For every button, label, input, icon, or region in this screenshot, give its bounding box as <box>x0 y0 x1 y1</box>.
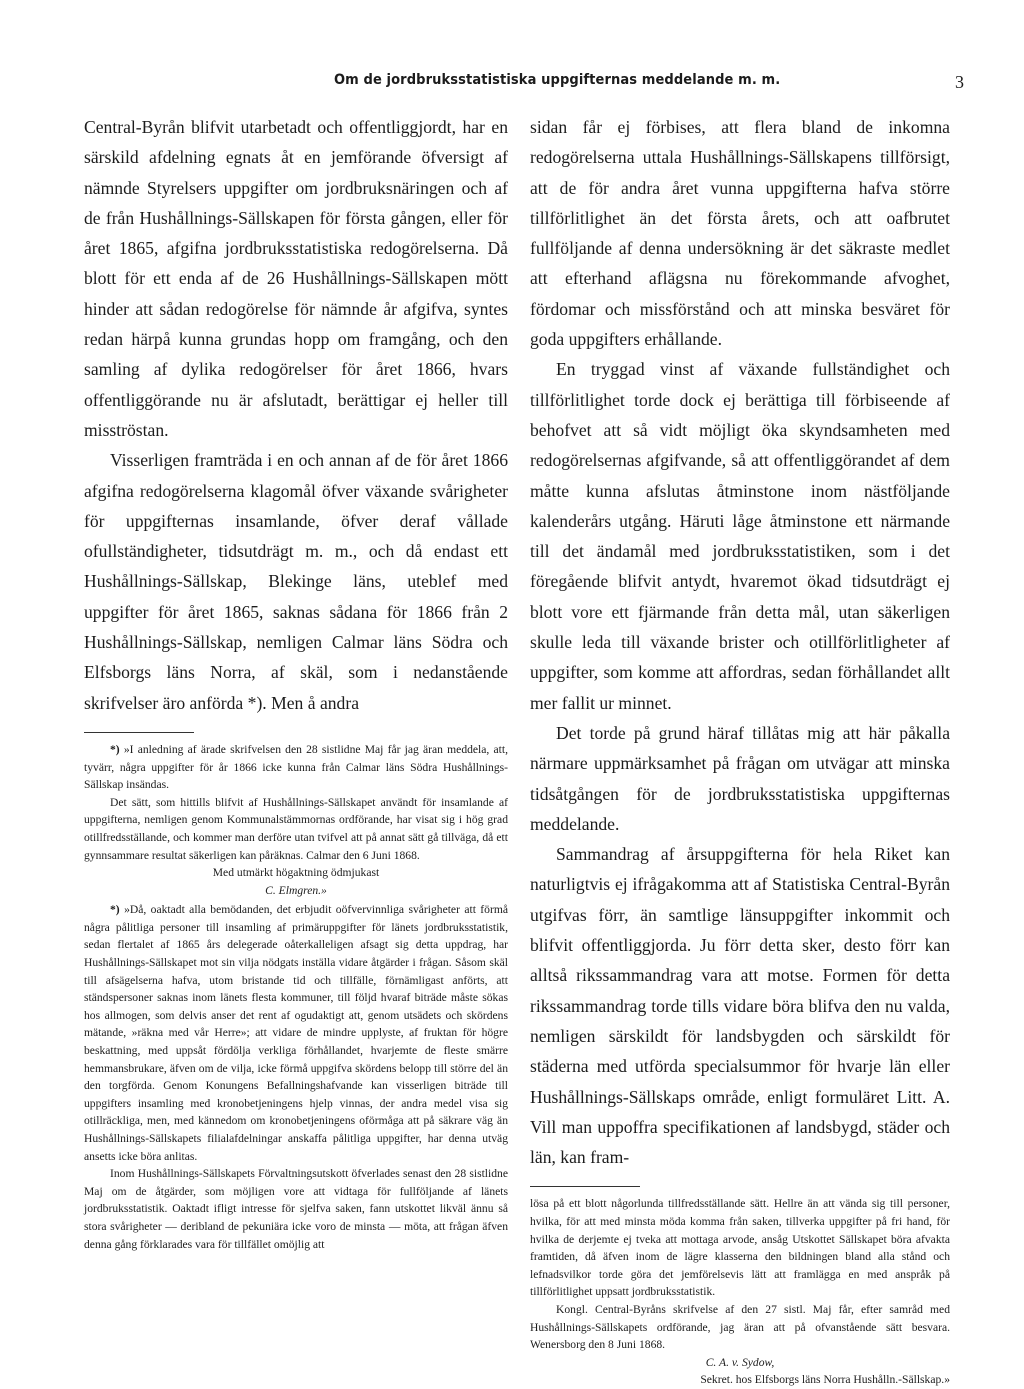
footnote-signature: C. A. v. Sydow, <box>705 1355 775 1369</box>
left-column <box>84 112 508 1253</box>
footnote-text: lösa på ett blott någorlunda tillfredsställande sätt. Hellre än att vända sig till personer, hvilka, för att med minsta möda komma från saken, tillverka uppgifter på fri hand, för hvilka de derjemte ej tveka att mottaga arvode, ansåg Utskottet Sällskapet böra afvakta framtiden, då äfven inom de lägre klasserna den bildningen bland alla stånd och lefnadsvilkor torde göra det jemförelsevis lätt att framlägga en med anspråk på tillförlitlighet uppsatt jordbruksstatistik. <box>530 1197 950 1299</box>
footnote-text: Det sätt, som hittills blifvit af Hushållnings-Sällskapet användt för insamlande af uppgifterna, nemligen genom Kommunalstämmornas ordförande, har visat sig i hög grad otillfredsställande, och kommer man derföre utan tvifvel att på annat sätt gå tillväga, då ett gynnsammare resultat säkerligen kan påräknas. Calmar den 6 Juni 1868. <box>84 795 508 862</box>
page-number: 3 <box>955 72 964 92</box>
body-paragraph: Visserligen framträda i en och annan af de för året 1866 afgifna redogörelserna klagomål öfver växande svårigheter för uppgifternas insamlande, öfver deraf vållade ofullständigheter, tidsutdrägt m. m., och då endast ett Hushållnings-Sällskap, Blekinge läns, uteblef med uppgifter för året 1865, saknas sådana för 1866 från 2 Hushållnings-Sällskap, nemligen Calmar läns Södra och Elfsborgs läns Norra, af skäl, som i nedanstående skrifvelser äro anförda *). Men å andra <box>84 450 508 713</box>
footnote-text: »I anledning af ärade skrifvelsen den 28 sistlidne Maj får jag äran meddela, att, tyvärr, några uppgifter för år 1866 icke kunna från Calmar läns Södra Hushållnings-Sällskap insändas. <box>84 742 508 792</box>
body-paragraph: sidan får ej förbises, att flera bland de inkomna redogörelserna uttala Hushållnings-Sällskapens tillförsigt, att de för andra året vunna uppgifterna hafva större tillförlitlighet än det första årets, och att oafbrutet fullföljande af denna undersökning är det säkraste medlet att efterhand aflägsna nu förekommande afvoghet, fördomar och missförstånd och att minska besväret för goda uppgifters erhållande. <box>530 117 950 350</box>
body-paragraph: Sammandrag af årsuppgifterna för hela Riket kan naturligtvis ej ifrågakomma att af Statistiska Central-Byrån utgifvas förr, än samtlige länsuppgifter inkommit och blifvit offentliggjorda. Ju förr detta sker, desto förr kan alltså rikssammandrag vara att motse. Formen för detta rikssammandrag torde tills vidare böra blifva den nu valda, nemligen särskildt för landsbygden och särskildt för städerna med utförda specialsummor för hvarje län eller Hushållnings-Sällskaps område, enligt formuläret Litt. A. Vill man uppoffra specifikationen af landsbygd, städer och län, kan fram- <box>530 844 950 1168</box>
footnote-text: »Då, oaktadt alla bemödanden, det erbjudit oöfvervinnliga svårigheter att förmå några pålitliga personer till insamling af primäruppgifter för länets jordbruksstatistik, sedan flertalet af 1865 års delegerade oåterkalleligen afsagt sig detta uppdrag, har Hushållnings-Sällskapet mot sin vilja nödgats inställa vidare åtgärder i frågan. Såsom skäl till afsägelserna hafva, utom bristande tid och tillfälle, förnämligast anförts, att ständspersoner saknas inom länets flesta kommuner, till följd hvaraf biträde måste sökas hos allmogen, som delvis anser det rent af ogudaktigt att, genom utsädets och skördens mätande, »räkna med vår Herre»; att vidare de mindre upplyste, af fruktan för högre beskattning, med uppsåt fördölja verkliga förhållandet, hvarjemte de fleste smärre hemmansbrukare, äfven om de vilja, icke förmå uppgifva skördens belopp till större del än den torgförda. Genom Konungens Befallningshafvande kan visserligen biträde till uppgifters insamling med kronobetjeningens hjelp vinnas, der andra medel visa sig otillräckliga, men, med kännedom om kronobetjeningens oförmåga att på säkrare väg än Hushållnings-Sällskapets filialafdelningar anskaffa pålitliga uppgifter, har denna utväg ansetts icke böra anlitas. <box>84 903 508 1163</box>
footnote-text: Kongl. Central-Byråns skrifvelse af den 27 sistl. Maj får, efter samråd med Hushållnings-Sällskapets ordförande, jag äran att på ofvanstående sätt besvara. Wenersborg den 8 Juni 1868. <box>530 1302 950 1352</box>
footnote-2 <box>84 901 508 1253</box>
right-column <box>530 112 950 1389</box>
footnote-1 <box>84 741 508 899</box>
footnote-text: Inom Hushållnings-Sällskapets Förvaltningsutskott öfverlades senast den 28 sistlidne Maj om de åtgärder, som möjligen vore att vidtaga för fullföljande af länets jordbruksstatistik. Oaktadt ifligt intresse för sjelfva saken, fann utskottet likväl ännu så stora svårigheter — deribland de pekuniära icke voro de minsta — möta, att frågan äfven denna gång förklarades vara för tillfället omöjlig att <box>84 1167 508 1251</box>
footnote-signature: C. Elmgren.» <box>265 883 327 897</box>
body-paragraph: Det torde på grund häraf tillåtas mig att här påkalla närmare uppmärksamhet på frågan om utvägar att minska tidsåtgången för de jordbruksstatistiska uppgifternas meddelande. <box>530 722 950 834</box>
body-paragraph: En tryggad vinst af växande fullständighet och tillförlitlighet torde dock ej berättiga till förbiseende af behofvet att så vidt möjligt öka skyndsamheten med redogörelsernas afgifvande, så att offentliggörandet af dem måtte kunna afslutas åtminstone inom nästföljande kalenderårs utgång. Häruti låge åtminstone ett närmande till det ändamål med jordbruksstatistiken, som i det föregående blifvit antydt, hvaremot ökad tidsutdrägt ej blott vore ett fjärmande från detta mål, utan säkerligen skulle leda till växande brister och otillförlitligheter af uppgifter, som komme att affordras, sedan förhållandet allt mer fallit ur minnet. <box>530 359 950 713</box>
footnote-mark: *) <box>110 903 120 917</box>
footnote-signature-title: Sekret. hos Elfsborgs läns Norra Hushålln.-Sällskap.» <box>700 1373 950 1387</box>
page-header <box>84 72 964 96</box>
footnote-rule <box>84 732 194 733</box>
footnote-rule <box>530 1186 640 1187</box>
running-title: Om de jordbruksstatistiska uppgifternas meddelande m. m. <box>334 72 781 88</box>
footnote-closing: Med utmärkt högaktning ödmjukast <box>212 866 380 880</box>
footnote-continuation <box>530 1195 950 1389</box>
footnote-mark: *) <box>110 742 120 756</box>
body-paragraph: Central-Byrån blifvit utarbetadt och offentliggjordt, har en särskild afdelning egnats åt en jemförande öfversigt af nämnde Styrelsers uppgifter om jordbruksnäringen och af de från Hushållnings-Sällskapen för första gången, eller för året 1865, afgifna jordbruksstatistiska redogörelserna. Då blott för ett enda af de 26 Hushållnings-Sällskapen mött hinder att sådan redogörelse för nämnde år afgifva, syntes redan härpå kunna grundas hopp om framgång, och den samling af dylika redogörelser för året 1866, hvars offentliggörande nu är afslutadt, berättigar ej heller till misströstan. <box>84 117 508 440</box>
